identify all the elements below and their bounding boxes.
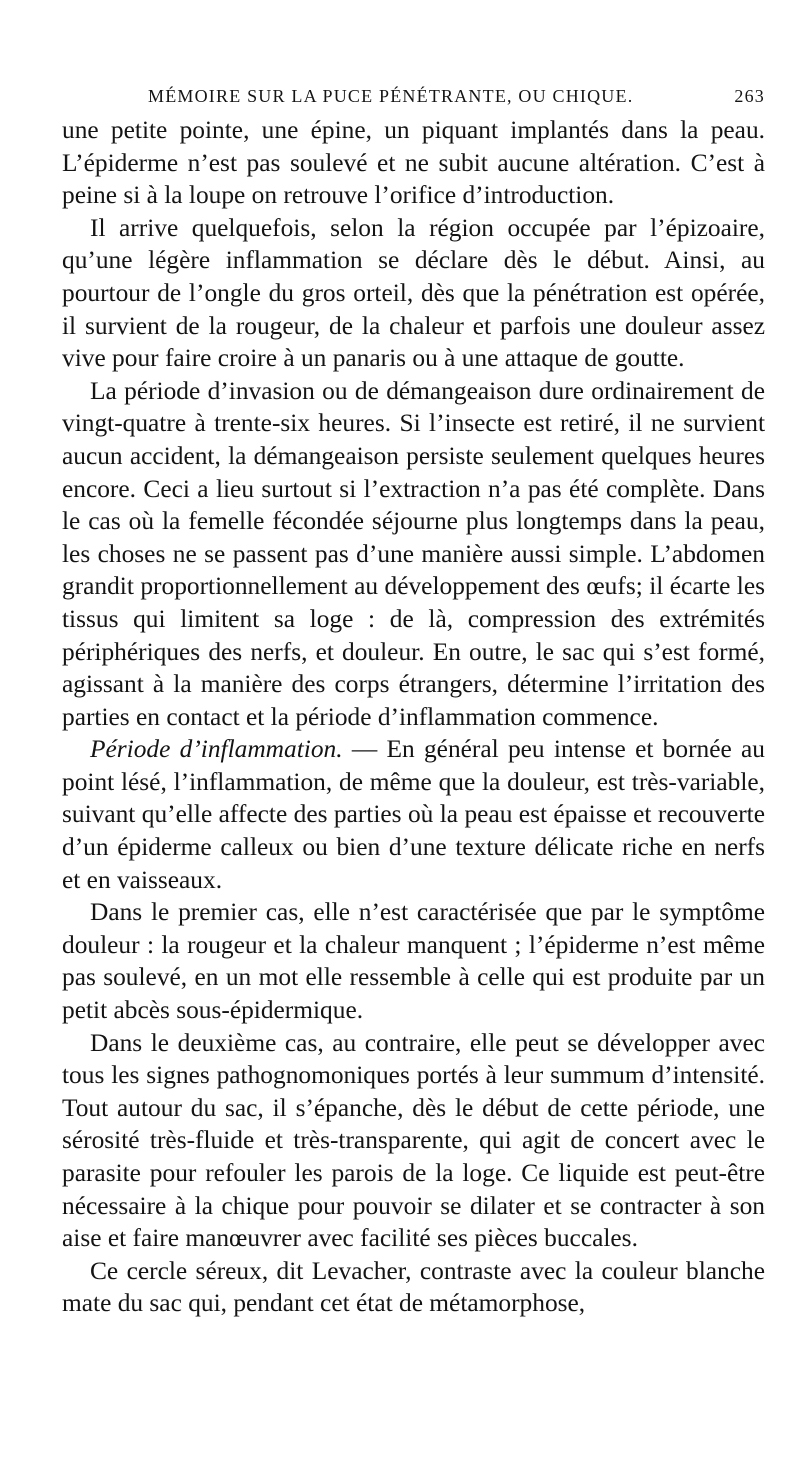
body-text [62,114,765,1320]
paragraph-text: une petite pointe, une épine, un piquant implantés dans la peau. L’épiderme n’est pas soulevé et ne subit aucune altération. C’est à peine si à la loupe on retrouve l’orifice d’introduction. [62,116,765,210]
paragraph-text: — En général peu intense et bornée au point lésé, l’inflammation, de même que la douleur, est très-variable, suivant qu’elle affecte des parties où la peau est épaisse et recouverte d’un épiderme calleux ou bien d’une texture délicate riche en nerfs et en vaisseaux. [62,735,765,894]
paragraph-1 [62,114,765,212]
section-heading-inflammation: Période d’inflammation. [90,735,343,764]
paragraph-2 [62,212,765,375]
paragraph-text: Dans le deuxième cas, au contraire, elle peut se développer avec tous les signes pathognomoniques portés à leur summum d’intensité. Tout autour du sac, il s’épanche, dès le début de cette période, une sérosité très-fluide et très-transparente, qui agit de concert avec le parasite pour refouler les parois de la loge. Ce liquide est peut-être nécessaire à la chique pour pouvoir se dilater et se contracter à son aise et faire manœuvrer avec facilité ses pièces buccales. [62,1028,765,1253]
paragraph-text: Ce cercle séreux, dit Levacher, contraste avec la couleur blanche mate du sac qui, pendant cet état de métamorphose, [62,1256,765,1318]
paragraph-4 [62,733,765,896]
running-title: MÉMOIRE SUR LA PUCE PÉNÉTRANTE, OU CHIQUE. [148,86,634,106]
paragraph-6 [62,1027,765,1255]
paragraph-7 [62,1255,765,1320]
paragraph-text: Dans le premier cas, elle n’est caractérisée que par le symptôme douleur : la rougeur et la chaleur manquent ; l’épiderme n’est même pas soulevé, en un mot elle ressemble à celle qui est produite par un petit abcès sous-épidermique. [62,898,765,1025]
page-number: 263 [734,86,765,106]
paragraph-text: Il arrive quelquefois, selon la région occupée par l’épizoaire, qu’une légère inflammation se déclare dès le début. Ainsi, au pourtour de l’ongle du gros orteil, dès que la pénétration est opérée, il survient de la rougeur, de la chaleur et parfois une douleur assez vive pour faire croire à un panaris ou à une attaque de goutte. [62,213,765,373]
paragraph-text: La période d’invasion ou de démangeaison dure ordinairement de vingt-quatre à trente-six heures. Si l’insecte est retiré, il ne survient aucun accident, la démangeaison persiste seulement quelques heures encore. Ceci a lieu surtout si l’extraction n’a pas été complète. Dans le cas où la femelle fécondée séjourne plus longtemps dans la peau, les choses ne se passent pas d’une manière aussi simple. L’abdomen grandit proportionnellement au développement des œufs; il écarte les tissus qui limitent sa loge : de là, compression des extrémités périphériques des nerfs, et douleur. En outre, le sac qui s’est formé, agissant à la manière des corps étrangers, détermine l’irritation des parties en contact et la période d’inflammation commence. [62,376,765,731]
running-head [60,86,765,112]
paragraph-3 [62,375,765,734]
paragraph-5 [62,896,765,1026]
